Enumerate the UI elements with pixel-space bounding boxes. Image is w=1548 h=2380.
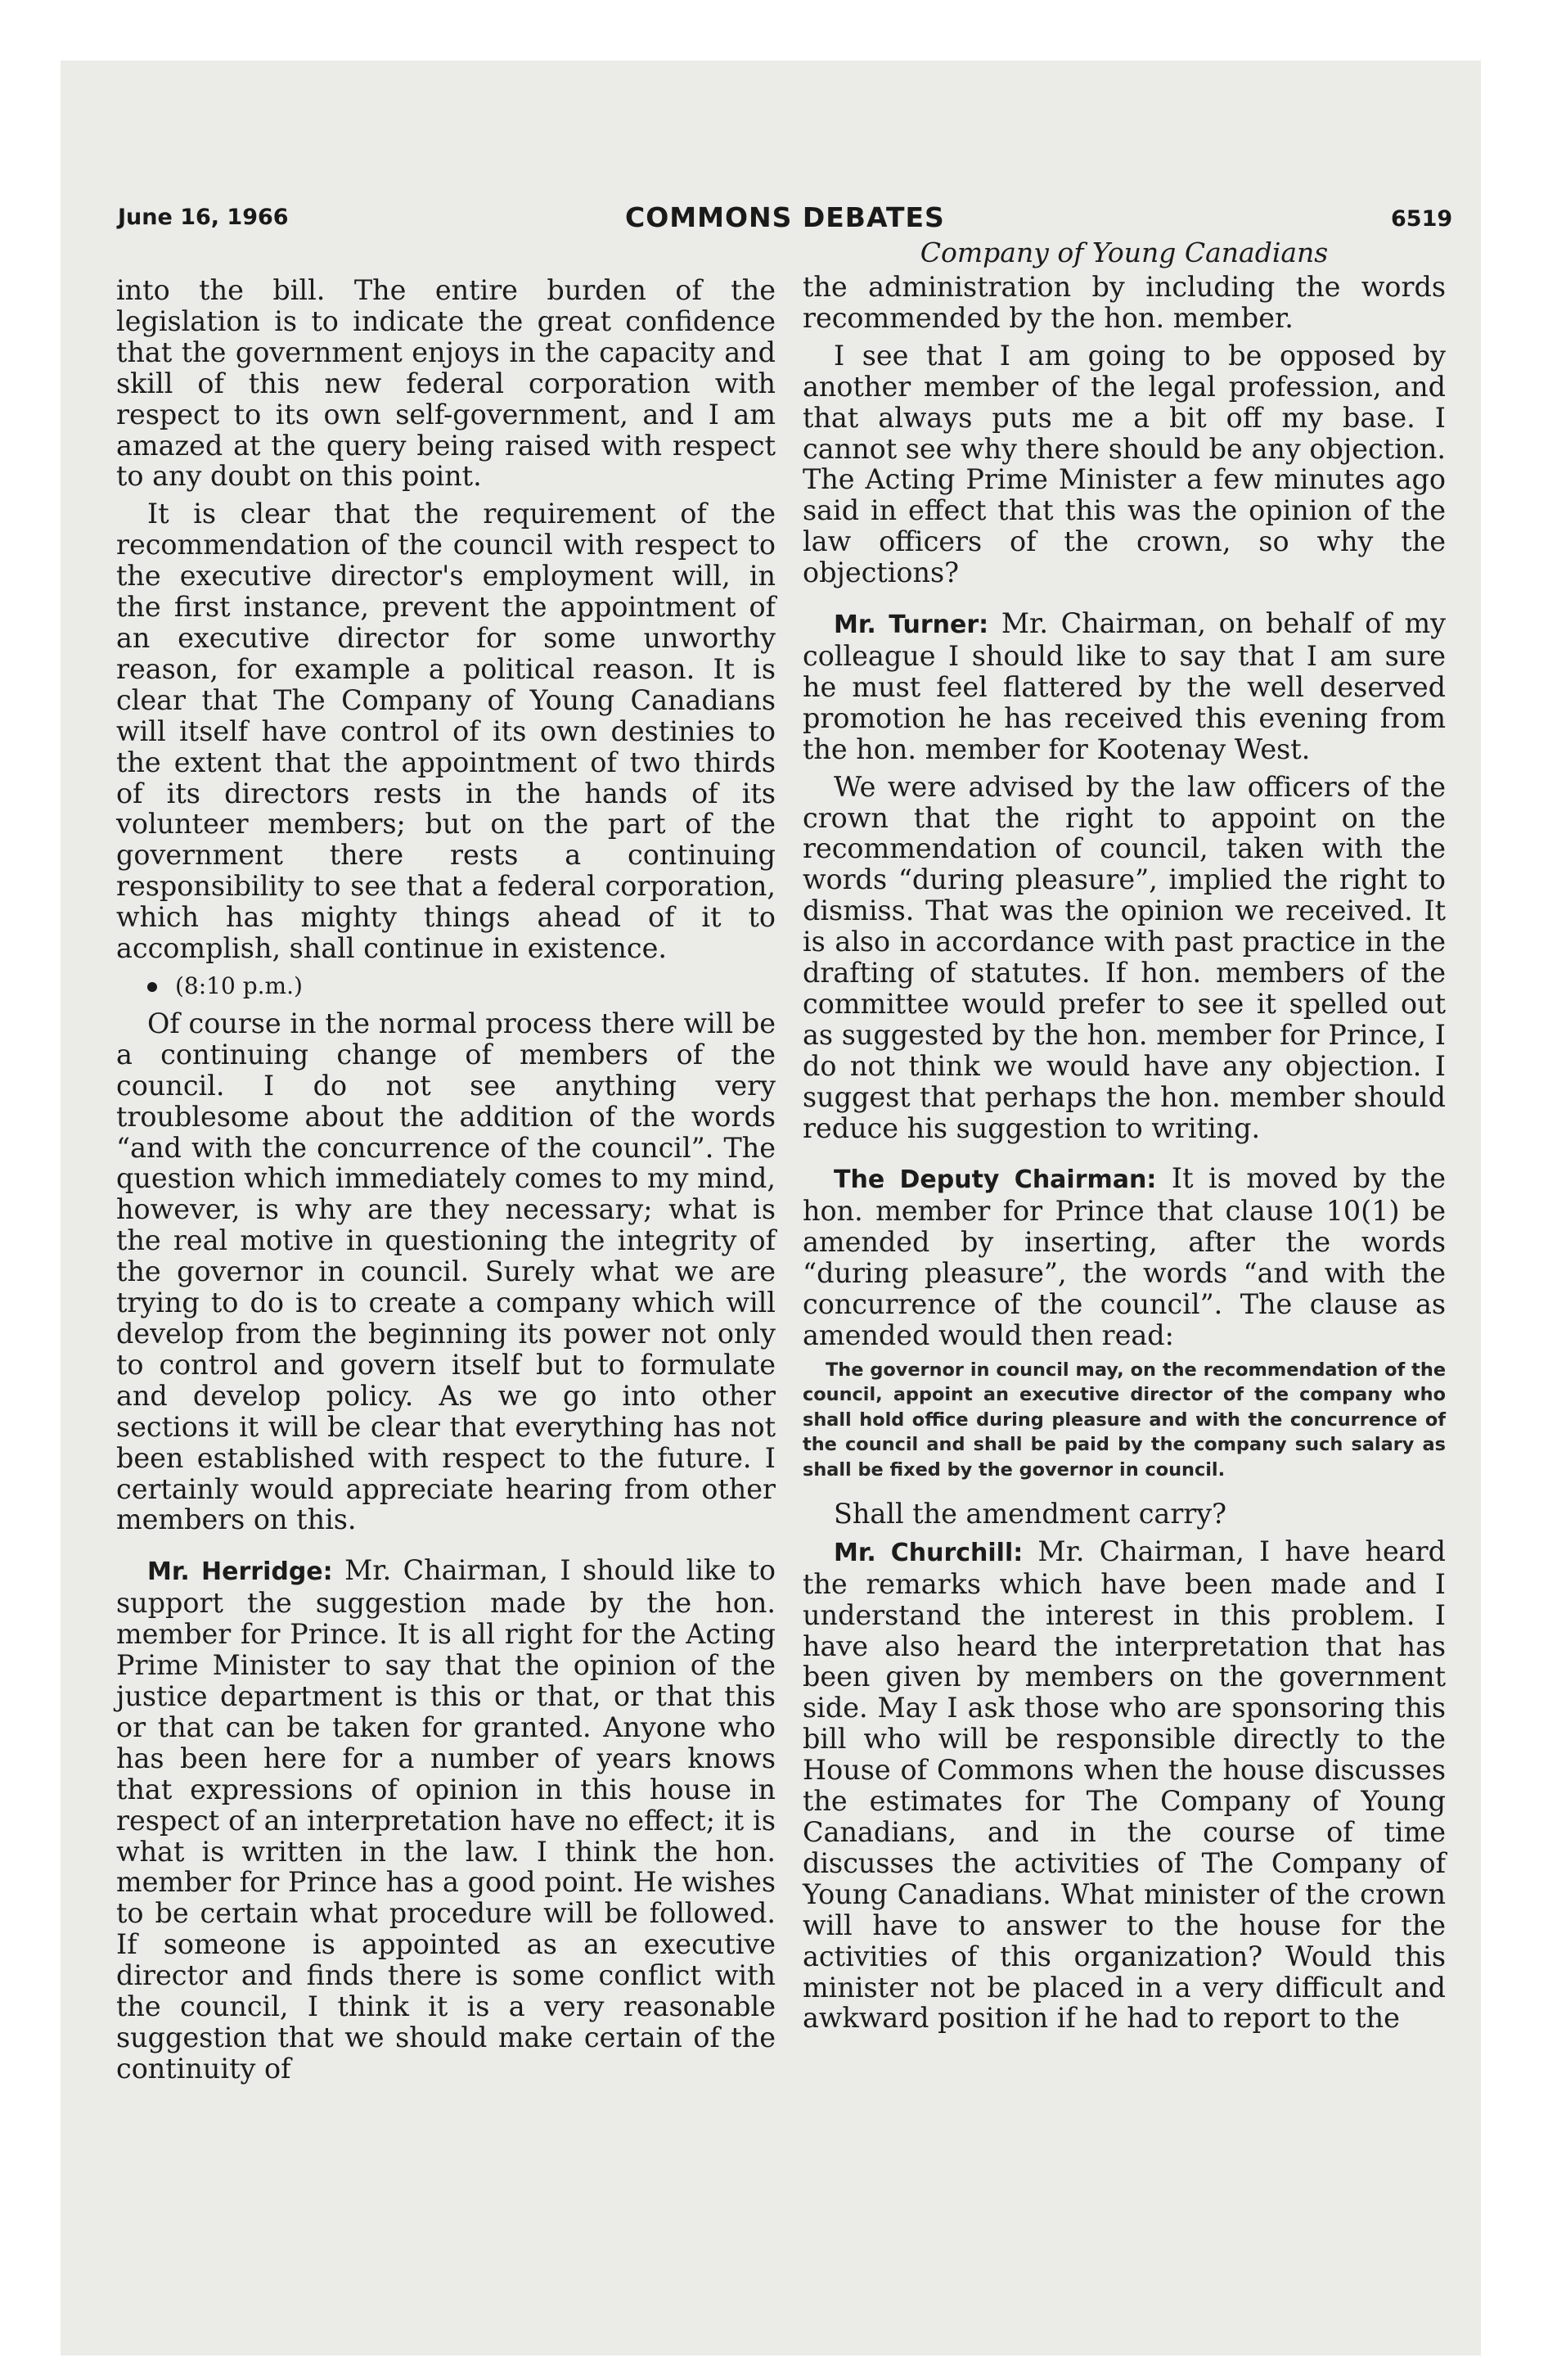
amended-clause-quote: The governor in council may, on the recommendation of the council, appoint an executive director of the company who shall hold office during pleasure and with the concurrence of the council and shall be paid by the company such salary as shall be fixed by the governor in council.	[803, 1359, 1446, 1481]
header-page-number: 6519	[1391, 206, 1453, 232]
left-column	[116, 275, 776, 2091]
section-subheading: Company of Young Canadians	[920, 237, 1329, 268]
paragraph: I see that I am going to be opposed by another member of the legal profession, and that always puts me a bit off my base. I cannot see why there should be any objection. The Acting Prime Minister a few minutes ago said in effect that this was the opinion of the law officers of the crown, so why the objections?	[803, 339, 1446, 589]
header-date: June 16, 1966	[118, 205, 289, 230]
speech-churchill	[803, 1536, 1446, 2035]
speech-text: Mr. Chairman, on behalf of my colleague I should like to say that I am sure he must feel flattered by the well deserved promotion he has received this evening from the hon. member for Kootenay West.	[803, 607, 1446, 765]
time-stamp	[116, 971, 776, 1002]
paragraph: the administration by including the words recommended by the hon. member.	[803, 271, 1446, 334]
speech-herridge	[116, 1555, 776, 2084]
paragraph: Of course in the normal process there will be a continuing change of members of the council. I do not see anything very troublesome about the addition of the words “and with the concurrence of the council”. The question which immediately comes to my mind, however, is why are they necessary; what is the real motive in questioning the integrity of the governor in council. Surely what we are trying to do is to create a company which will develop from the beginning its power not only to control and govern itself but to formulate and develop policy. As we go into other sections it will be clear that everything has not been established with respect to the future. I certainly would appreciate hearing from other members on this.	[116, 1007, 776, 1536]
paragraph: into the bill. The entire burden of the legislation is to indicate the great confidence that the government enjoys in the capacity and skill of this new federal corporation with respect to its own self-government, and I am amazed at the query being raised with respect to any doubt on this point.	[116, 274, 776, 493]
speaker-name: Mr. Churchill:	[834, 1538, 1024, 1567]
speech-text: Mr. Chairman, I have heard the remarks which have been made and I understand the interest in this problem. I have also heard the interpretation that has been given by members on the government side. May I ask those who are sponsoring this bill who will be responsible directly to the House of Commons when the house discusses the estimates for The Company of Young Canadians, and in the course of time discusses the activities of The Company of Young Canadians. What minister of the crown will have to answer to the house for the activities of this organization? Would this minister not be placed in a very difficult and awkward position if he had to report to the	[803, 1535, 1446, 2035]
speaker-name: The Deputy Chairman:	[834, 1165, 1157, 1195]
speech-text: Mr. Chairman, I should like to support the suggestion made by the hon. member for Prince. It is all right for the Acting Prime Minister to say that the opinion of the justice department is this or that, or that this or that can be taken for granted. Anyone who has been here for a number of years knows that expressions of opinion in this house in respect of an interpretation have no effect; it is what is written in the law. I think the hon. member for Prince has a good point. He wishes to be certain what procedure will be followed. If someone is appointed as an executive director and finds there is some conflict with the council, I think it is a very reasonable suggestion that we should make certain of the continuity of	[116, 1554, 776, 2085]
speech-turner	[803, 608, 1446, 765]
header-title: COMMONS DEBATES	[625, 201, 945, 233]
paragraph: Shall the amendment carry?	[834, 1497, 1227, 1530]
speaker-name: Mr. Turner:	[834, 611, 989, 640]
time-text: (8:10 p.m.)	[175, 971, 303, 999]
right-column	[803, 237, 1446, 2040]
speech-text: It is moved by the hon. member for Prince that clause 10(1) be amended by inserting, after the words “during pleasure”, the words “and with the concurrence of the council”. The clause as amended would then read:	[803, 1162, 1446, 1351]
paragraph: We were advised by the law officers of the crown that the right to appoint on the recommendation of council, taken with the words “during pleasure”, implied the right to dismiss. That was the opinion we received. It is also in accordance with past practice in the drafting of statutes. If hon. members of the committee would prefer to see it spelled out as suggested by the hon. member for Prince, I do not think we would have any objection. I suggest that perhaps the hon. member should reduce his suggestion to writing.	[803, 770, 1446, 1144]
paragraph: It is clear that the requirement of the recommendation of the council with respect to the executive director's employment will, in the first instance, prevent the appointment of an executive director for some unworthy reason, for example a political reason. It is clear that The Company of Young Canadians will itself have control of its own destinies to the extent that the appointment of two thirds of its directors rests in the hands of its volunteer members; but on the part of the government there rests a continuing responsibility to see that a federal corporation, which has mighty things ahead of it to accomplish, shall continue in existence.	[116, 498, 776, 965]
speech-deputy-chairman	[803, 1163, 1446, 1350]
page-header	[0, 139, 1548, 233]
speaker-name: Mr. Herridge:	[147, 1557, 333, 1587]
bullet-icon	[147, 982, 157, 992]
